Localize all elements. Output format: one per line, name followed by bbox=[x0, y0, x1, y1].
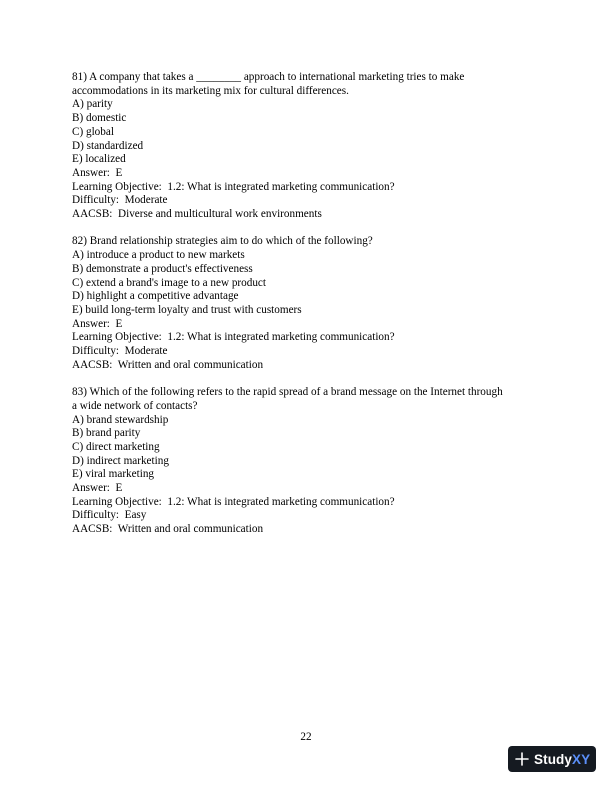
difficulty: Difficulty: Easy bbox=[72, 509, 147, 522]
answer-key: Answer: E bbox=[72, 166, 123, 179]
question-81 bbox=[72, 71, 542, 222]
aacsb-tag: AACSB: Written and oral communication bbox=[72, 358, 264, 371]
question-83 bbox=[72, 386, 542, 537]
page-number: 22 bbox=[300, 731, 312, 743]
answer-option-d: D) standardized bbox=[72, 139, 144, 152]
answer-option-e: E) localized bbox=[72, 153, 126, 166]
aacsb-tag: AACSB: Diverse and multicultural work environments bbox=[72, 208, 322, 221]
question-stem-line: a wide network of contacts? bbox=[72, 399, 198, 412]
question-stem-line: 83) Which of the following refers to the rapid spread of a brand message on the Internet through bbox=[72, 386, 503, 399]
answer-option-d: D) highlight a competitive advantage bbox=[72, 290, 239, 303]
answer-option-d: D) indirect marketing bbox=[72, 454, 169, 467]
answer-option-c: C) global bbox=[72, 125, 114, 138]
question-stem-line: 81) A company that takes a ________ approach to international marketing tries to make bbox=[72, 71, 465, 83]
difficulty: Difficulty: Moderate bbox=[72, 345, 168, 358]
learning-objective: Learning Objective: 1.2: What is integrated marketing communication? bbox=[72, 180, 395, 193]
plus-icon bbox=[515, 752, 529, 766]
studyxy-badge[interactable] bbox=[508, 746, 596, 772]
answer-option-c: C) direct marketing bbox=[72, 440, 160, 453]
question-82 bbox=[72, 235, 542, 372]
answer-option-c: C) extend a brand's image to a new product bbox=[72, 276, 267, 289]
learning-objective: Learning Objective: 1.2: What is integrated marketing communication? bbox=[72, 495, 395, 508]
question-stem-line: 82) Brand relationship strategies aim to do which of the following? bbox=[72, 235, 373, 248]
answer-option-b: B) brand parity bbox=[72, 427, 141, 440]
answer-key: Answer: E bbox=[72, 482, 123, 495]
badge-brand-name bbox=[534, 752, 590, 767]
learning-objective: Learning Objective: 1.2: What is integrated marketing communication? bbox=[72, 331, 395, 344]
answer-key: Answer: E bbox=[72, 317, 123, 330]
answer-option-e: E) build long-term loyalty and trust with customers bbox=[72, 303, 302, 316]
badge-brand-accent: XY bbox=[572, 751, 591, 767]
answer-option-a: A) introduce a product to new markets bbox=[72, 249, 245, 262]
badge-brand-main: Study bbox=[534, 751, 573, 767]
aacsb-tag: AACSB: Written and oral communication bbox=[72, 523, 264, 536]
answer-option-a: A) parity bbox=[72, 98, 113, 111]
answer-option-a: A) brand stewardship bbox=[72, 413, 169, 426]
answer-option-e: E) viral marketing bbox=[72, 468, 155, 481]
answer-option-b: B) domestic bbox=[72, 112, 127, 125]
answer-option-b: B) demonstrate a product's effectiveness bbox=[72, 262, 253, 275]
difficulty: Difficulty: Moderate bbox=[72, 194, 168, 207]
question-list bbox=[72, 71, 542, 551]
question-stem-line: accommodations in its marketing mix for cultural differences. bbox=[72, 84, 349, 97]
